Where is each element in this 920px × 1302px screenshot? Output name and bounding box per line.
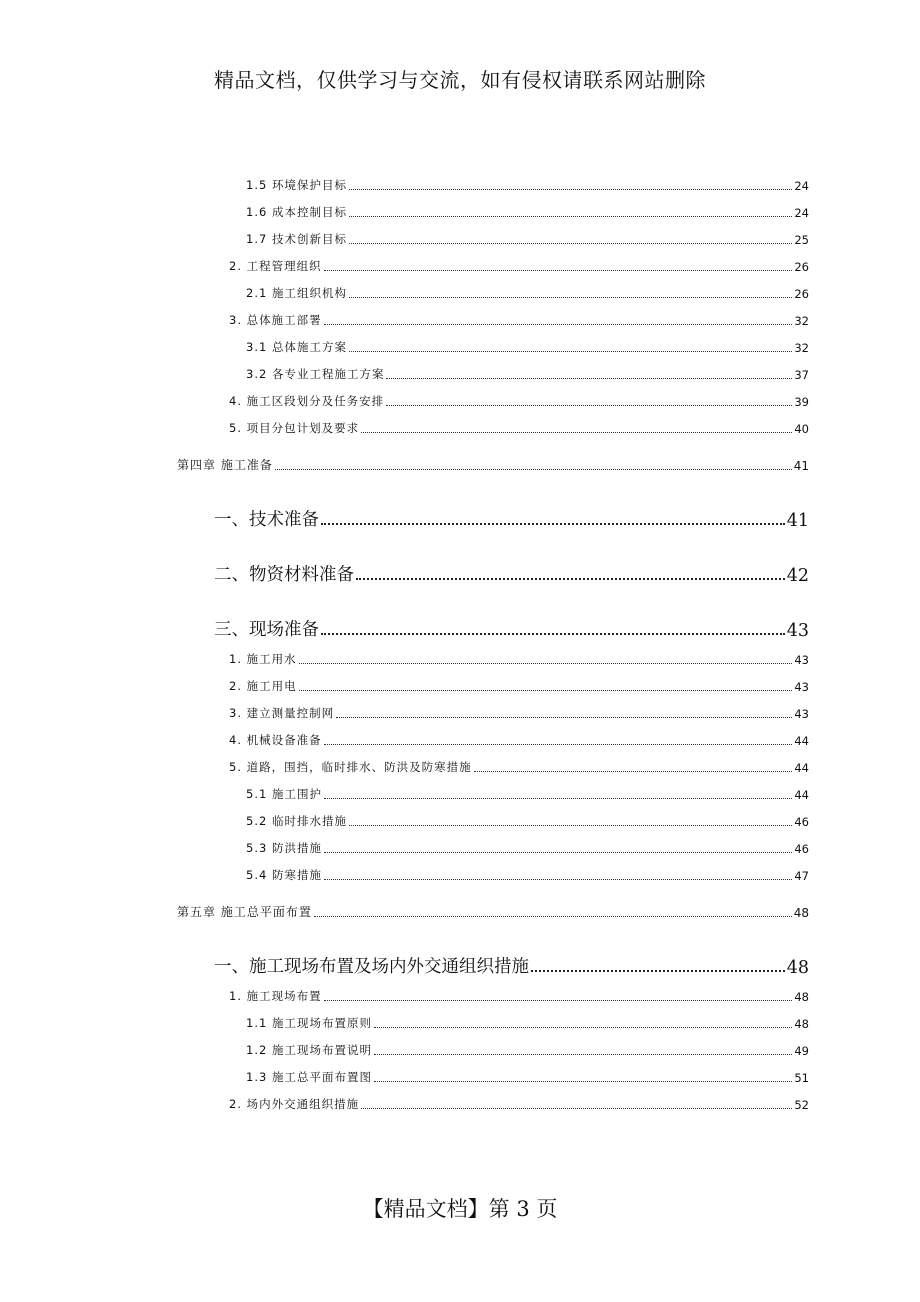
toc-leader	[349, 242, 792, 244]
toc-entry-label: 2. 施工用电	[229, 679, 297, 693]
toc-entry-page: 24	[794, 206, 809, 220]
toc-entry-label: 5. 道路，围挡，临时排水、防洪及防寒措施	[229, 760, 472, 774]
toc-entry-label: 1.1 施工现场布置原则	[246, 1016, 372, 1030]
toc-entry[interactable]	[229, 678, 809, 694]
toc-leader	[349, 188, 792, 190]
toc-leader	[299, 662, 793, 664]
toc-entry[interactable]	[246, 177, 809, 193]
toc-leader	[361, 1107, 792, 1109]
toc-entry-label: 2.1 施工组织机构	[246, 286, 347, 300]
toc-entry[interactable]	[229, 732, 809, 748]
toc-entry-page: 24	[794, 179, 809, 193]
toc-entry[interactable]	[246, 1069, 809, 1085]
toc-entry[interactable]	[229, 420, 809, 436]
toc-leader	[275, 468, 792, 470]
toc-chapter-entry[interactable]	[177, 457, 809, 473]
toc-entry-label: 3.2 各专业工程施工方案	[246, 367, 385, 381]
toc-leader	[324, 851, 792, 853]
toc-entry-label: 5.4 防寒措施	[246, 868, 322, 882]
toc-leader	[324, 878, 792, 880]
toc-section-entry[interactable]	[214, 956, 809, 978]
toc-entry-label: 1.6 成本控制目标	[246, 205, 347, 219]
toc-leader	[531, 969, 785, 972]
toc-entry-page: 43	[794, 707, 809, 721]
toc-entry-label: 4. 机械设备准备	[229, 733, 322, 747]
toc-entry-page: 49	[794, 1044, 809, 1058]
toc-entry-label: 4. 施工区段划分及任务安排	[229, 394, 385, 408]
toc-entry-page: 43	[794, 653, 809, 667]
toc-entry-page: 39	[794, 395, 809, 409]
toc-entry-page: 43	[786, 621, 809, 641]
toc-entry-label: 第四章 施工准备	[177, 458, 273, 472]
toc-entry-label: 第五章 施工总平面布置	[177, 905, 312, 919]
toc-leader	[361, 431, 792, 433]
toc-entry[interactable]	[229, 651, 809, 667]
toc-entry-page: 48	[786, 958, 809, 978]
toc-entry[interactable]	[246, 285, 809, 301]
toc-entry-page: 26	[794, 260, 809, 274]
toc-entry[interactable]	[246, 366, 809, 382]
toc-section-entry[interactable]	[214, 564, 809, 586]
toc-entry-label: 1.2 施工现场布置说明	[246, 1043, 372, 1057]
toc-entry[interactable]	[246, 813, 809, 829]
toc-section-entry[interactable]	[214, 619, 809, 641]
toc-entry-page: 48	[794, 1017, 809, 1031]
toc-entry-label: 3.1 总体施工方案	[246, 340, 347, 354]
toc-entry-page: 42	[786, 566, 809, 586]
toc-leader	[349, 350, 792, 352]
toc-leader	[349, 215, 792, 217]
toc-leader	[374, 1053, 792, 1055]
toc-entry[interactable]	[246, 786, 809, 802]
toc-entry-page: 32	[794, 341, 809, 355]
toc-entry-page: 48	[793, 906, 809, 920]
toc-entry-page: 52	[794, 1098, 809, 1112]
toc-entry-page: 25	[794, 233, 809, 247]
toc-entry-label: 3. 建立测量控制网	[229, 706, 335, 720]
toc-entry-label: 二、物资材料准备	[214, 565, 354, 585]
toc-entry-page: 26	[794, 287, 809, 301]
toc-entry[interactable]	[246, 204, 809, 220]
toc-entry-label: 1. 施工用水	[229, 652, 297, 666]
toc-entry-page: 44	[794, 734, 809, 748]
toc-entry[interactable]	[229, 312, 809, 328]
toc-entry-label: 5.1 施工围护	[246, 787, 322, 801]
toc-entry-page: 46	[794, 842, 809, 856]
toc-leader	[324, 999, 793, 1001]
page-header: 精品文档，仅供学习与交流，如有侵权请联系网站删除	[214, 68, 706, 92]
toc-leader	[356, 577, 785, 580]
toc-entry-label: 三、现场准备	[214, 620, 319, 640]
toc-entry-label: 一、施工现场布置及场内外交通组织措施	[214, 957, 529, 977]
toc-entry-label: 5. 项目分包计划及要求	[229, 421, 360, 435]
toc-entry-label: 1.3 施工总平面布置图	[246, 1070, 372, 1084]
toc-leader	[324, 323, 793, 325]
toc-leader	[386, 404, 792, 406]
toc-entry[interactable]	[229, 988, 809, 1004]
toc-chapter-entry[interactable]	[177, 904, 809, 920]
toc-leader	[336, 716, 792, 718]
toc-entry-page: 41	[793, 459, 809, 473]
toc-entry-page: 43	[794, 680, 809, 694]
toc-entry-page: 44	[794, 788, 809, 802]
toc-entry-label: 5.3 防洪措施	[246, 841, 322, 855]
toc-entry-label: 1.7 技术创新目标	[246, 232, 347, 246]
toc-entry[interactable]	[246, 1015, 809, 1031]
toc-entry-label: 3. 总体施工部署	[229, 313, 322, 327]
toc-entry[interactable]	[229, 258, 809, 274]
toc-leader	[374, 1080, 792, 1082]
toc-leader	[324, 797, 792, 799]
toc-entry[interactable]	[246, 339, 809, 355]
toc-entry-label: 2. 场内外交通组织措施	[229, 1097, 360, 1111]
toc-entry[interactable]	[229, 759, 809, 775]
toc-entry-page: 37	[794, 368, 809, 382]
toc-leader	[299, 689, 793, 691]
toc-entry-page: 40	[794, 422, 809, 436]
toc-entry[interactable]	[246, 1042, 809, 1058]
toc-entry-page: 41	[786, 511, 809, 531]
toc-entry-page: 46	[794, 815, 809, 829]
toc-leader	[349, 824, 792, 826]
toc-entry[interactable]	[229, 1096, 809, 1112]
toc-entry-page: 48	[794, 990, 809, 1004]
toc-leader	[386, 377, 792, 379]
toc-entry-page: 32	[794, 314, 809, 328]
toc-section-entry[interactable]	[214, 509, 809, 531]
toc-entry-page: 44	[794, 761, 809, 775]
toc-entry-label: 1.5 环境保护目标	[246, 178, 347, 192]
toc-entry-page: 47	[794, 869, 809, 883]
toc-leader	[349, 296, 792, 298]
toc-entry-label: 5.2 临时排水措施	[246, 814, 347, 828]
page-footer: 【精品文档】第 3 页	[362, 1197, 558, 1221]
toc-leader	[474, 770, 793, 772]
toc-entry-label: 一、技术准备	[214, 510, 319, 530]
toc-leader	[374, 1026, 792, 1028]
toc-entry[interactable]	[246, 231, 809, 247]
toc-entry[interactable]	[229, 705, 809, 721]
toc-entry[interactable]	[246, 840, 809, 856]
toc-entry-label: 2. 工程管理组织	[229, 259, 322, 273]
toc-leader	[321, 632, 785, 635]
toc-leader	[314, 915, 792, 917]
toc-leader	[324, 743, 793, 745]
toc-entry-label: 1. 施工现场布置	[229, 989, 322, 1003]
toc-leader	[324, 269, 793, 271]
toc-entry-page: 51	[794, 1071, 809, 1085]
toc-entry[interactable]	[229, 393, 809, 409]
toc-leader	[321, 522, 785, 525]
toc-entry[interactable]	[246, 867, 809, 883]
